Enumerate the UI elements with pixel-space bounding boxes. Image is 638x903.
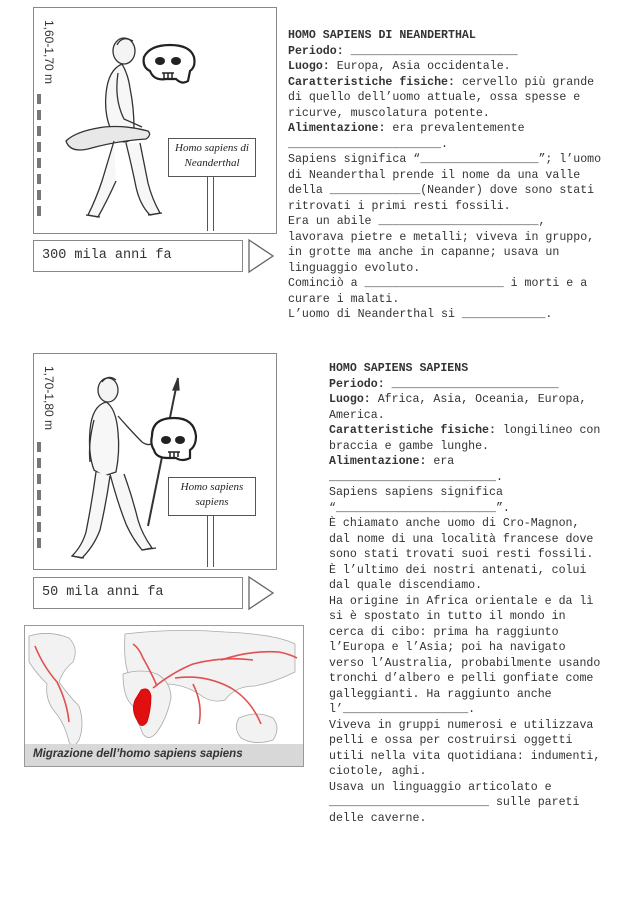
map-caption: Migrazione dell’homo sapiens sapiens <box>33 748 243 760</box>
periodo-label: Periodo: <box>288 44 344 58</box>
alimentazione-value: era prevalentemente ______________________. <box>288 122 532 151</box>
neanderthal-height-label: 1,60-1,70 m <box>42 20 56 85</box>
luogo-value: Europa, Asia occidentale. <box>329 60 511 73</box>
neanderthal-sign: Homo sapiens di Neanderthal <box>168 138 256 177</box>
alimentazione-label: Alimentazione: <box>288 122 386 135</box>
sapiens-illustration-panel <box>33 353 277 570</box>
sapiens-text <box>329 361 608 826</box>
neanderthal-body: Sapiens significa “_________________”; l’uomo di Neanderthal prende il nome da una valle della _____________(Neander) dove sono stati ritrovati i primi resti fossili. Era un abile _______________________, lavorava pietre e metalli; viveva in gruppo, in grotte ma anche in capanne; usava un linguaggio evoluto. Cominciò a ____________________ i morti e a curare i malati. L’uomo di Neanderthal si ____________. <box>288 153 602 321</box>
periodo-label: Periodo: <box>329 377 385 391</box>
luogo-value: Africa, Asia, Oceania, Europa, America. <box>329 393 594 422</box>
timeline-arrow-icon <box>247 238 275 274</box>
sapiens-sign: Homo sapiens sapiens <box>168 477 256 516</box>
world-map-image <box>25 626 303 766</box>
sapiens-era-box: 50 mila anni fa <box>33 577 243 609</box>
periodo-blank: ________________________ <box>343 44 518 58</box>
luogo-label: Luogo: <box>329 393 371 406</box>
sapiens-skull-image <box>146 416 198 462</box>
neanderthal-title: HOMO SAPIENS DI NEANDERTHAL <box>288 29 476 42</box>
caratteristiche-value: longilineo con braccia e gambe lunghe. <box>329 424 608 453</box>
neanderthal-skull-image <box>138 43 198 85</box>
sapiens-title: HOMO SAPIENS SAPIENS <box>329 362 469 375</box>
neanderthal-era-box: 300 mila anni fa <box>33 240 243 272</box>
alimentazione-value: era ________________________. <box>329 455 503 484</box>
timeline-arrow-icon <box>247 575 275 611</box>
neanderthal-text <box>288 28 606 323</box>
sapiens-body: Sapiens sapiens significa “_______________________”. È chiamato anche uomo di Cro-Magnon, dal nome di una località francese dove sono stati trovati suoi resti fossili. È l’ultimo dei nostri antenati, colui dal quale discendiamo. Ha origine in Africa orientale e da lì si è spostato in tutto il mondo in cerca di cibo: prima ha raggiunto l’Europa e l’Asia; poi ha navigato verso l’Australia, probabilmente usando tronchi d’albero e pelli gonfiate come galleggianti. Ha raggiunto anche l’__________________. Viveva in gruppi numerosi e utilizzava pelli e ossa per costruirsi oggetti utili nella vita quotidiana: indumenti, ciotole, aghi. Usava un linguaggio articolato e _______________________ sulle pareti delle caverne. <box>329 486 601 825</box>
caratteristiche-value: cervello più grande di quello dell’uomo attuale, ossa spesse e ricurve, muscolatura potente. <box>288 75 602 120</box>
migration-map <box>24 625 304 767</box>
height-scale <box>37 442 41 554</box>
sapiens-height-label: 1,70-1,80 m <box>42 366 56 431</box>
periodo-blank: ________________________ <box>384 377 559 391</box>
caratteristiche-label: Caratteristiche fisiche: <box>288 75 455 89</box>
sapiens-figure <box>60 376 180 566</box>
height-scale <box>37 94 41 222</box>
caratteristiche-label: Caratteristiche fisiche: <box>329 424 496 437</box>
luogo-label: Luogo: <box>288 60 330 73</box>
neanderthal-illustration-panel <box>33 7 277 234</box>
alimentazione-label: Alimentazione: <box>329 455 427 468</box>
